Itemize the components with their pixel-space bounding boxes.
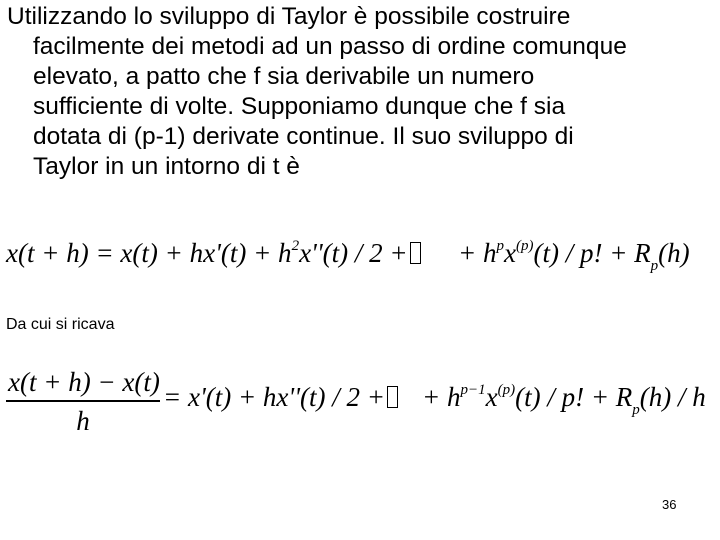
intro-line: elevato, a patto che f sia derivabile un numero: [33, 63, 535, 90]
intro-line: facilmente dei metodi ad un passo di ordine comunque: [33, 33, 627, 60]
fraction-bar: [6, 400, 160, 402]
intro-line: sufficiente di volte. Supponiamo dunque che f sia: [33, 93, 566, 120]
intro-line: Taylor in un intorno di t è: [33, 153, 300, 180]
page-number: 36: [662, 497, 677, 512]
quotient-expansion-right: + $h^{p-1}x^{(p)}(t)$ / p! + $R_p(h)$ / h: [422, 382, 706, 418]
intro-line: Utilizzando lo sviluppo di Taylor è possibile costruire: [7, 3, 571, 30]
intro-line: dotata di (p-1) derivate continue. Il suo sviluppo di: [33, 123, 574, 150]
caption: Da cui si ricava: [6, 316, 115, 333]
taylor-expansion-right: + $h^px^{(p)}(t)$ / p! + $R_p(h)$: [458, 238, 690, 274]
fraction-denominator: h: [76, 406, 90, 436]
difference-quotient: [6, 367, 160, 437]
intro-paragraph: [7, 2, 717, 182]
missing-glyph-box: [410, 242, 421, 264]
fraction-numerator: x(t + h) − x(t): [8, 367, 160, 397]
missing-glyph-box: [387, 386, 398, 408]
taylor-expansion-left: $x(t + h) = x(t) + hx'(t) + h^2x''(t) / 2$ +: [6, 238, 421, 269]
quotient-expansion-middle: = x'(t) + hx''(t) / 2 +: [163, 382, 398, 413]
